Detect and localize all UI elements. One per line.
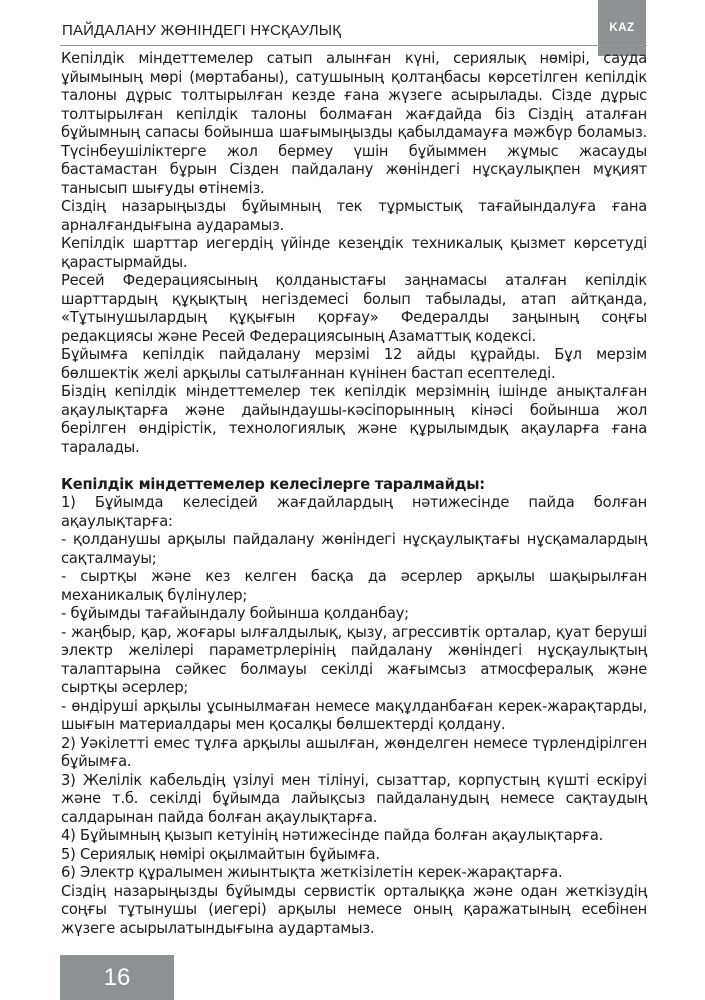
exclusion-item: 4) Бұйымның қызып кетуінің нәтижесінде пайда болған ақаулықтарға. — [61, 827, 604, 844]
exclusion-item: - сыртқы және кез келген басқа да әсерлер арқылы шақырылған механикалық бүлінулер; — [61, 568, 647, 604]
exclusion-item: 2) Уәкілетті емес тұлға арқылы ашылған, жөнделген немесе түрлендірілген бұйымға. — [61, 734, 647, 770]
page-number: 16 — [60, 955, 174, 1000]
paragraph-legal-basis: Ресей Федерациясының қолданыстағы заңнамасы аталған кепілдік шарттардың құқықтың негіздемесі болып табылады, атап айтқанда, «Тұтынушылардың құқығын қорғау» Федералды заңының соңғы редакциясы және Ресей Федерациясының Азаматтық кодексі. — [61, 272, 647, 345]
paragraph-warranty-conditions: Кепілдік міндеттемелер сатып алынған күні, сериялық нөмірі, сауда ұйымының мөрі (мөртабаны), сатушының қолтаңбасы көрсетілген кепілдік талоны дұрыс толтырылған кезде ғана жүзеге асырылады. Сізде дұрыс толтырылған кепілдік талоны болмаған жағдайда біз Сіздің аталған бұйымның сапасы бойынша шағымыңызды қабылдамауға мәжбүр боламыз. Түсінбеушіліктерге жол бермеу үшін бұйыммен жұмыс жасауды бастамастан бұрын Сізден пайдалану жөніндегі нұсқаулықпен мұқият танысып шығуды өтінеміз. — [61, 50, 647, 197]
exclusion-item: 6) Электр құралымен жиынтықта жеткізілетін керек-жарақтарға. — [61, 864, 563, 881]
language-badge: KAZ — [598, 0, 646, 56]
paragraph-warranty-period: Бұйымға кепілдік пайдалану мерзімі 12 айды құрайды. Бұл мерзім бөлшектік желі арқылы сатылғаннан күнінен бастап есептеледі. — [61, 346, 647, 382]
paragraph-maintenance: Кепілдік шарттар иегердің үйінде кезеңдік техникалық қызмет көрсетуді қарастырмайды. — [61, 235, 647, 271]
exclusion-item: - қолданушы арқылы пайдалану жөніндегі нұсқаулықтағы нұсқамалардың сақталмауы; — [61, 531, 647, 567]
exclusion-item: - өндіруші арқылы ұсынылмаған немесе мақұлданбаған керек-жарақтарды, шығын материалдары мен қосалқы бөлшектерді қолдану. — [61, 697, 647, 733]
paragraph-warranty-scope: Біздің кепілдік міндеттемелер тек кепілдік мерзімнің ішінде анықталған ақаулықтарға және дайындаушы-кәсіпорынның кінәсі бойынша жол берілген өндірістік, технологиялық және құрылымдық ақауларға ғана таралады. — [61, 383, 647, 456]
page-body — [61, 50, 647, 938]
section-spacer — [61, 457, 647, 476]
header-divider — [60, 45, 647, 46]
exclusion-item: - бұйымды тағайындалу бойынша қолданбау; — [61, 605, 409, 622]
exclusion-item: 5) Сериялық нөмірі оқылмайтын бұйымға. — [61, 845, 380, 863]
paragraph-household-use: Сіздің назарыңызды бұйымның тек тұрмыстық тағайындалуға ғана арналғандығына аударамыз. — [61, 198, 647, 234]
page-header-title: ПАЙДАЛАНУ ЖӨНІНДЕГІ НҰСҚАУЛЫҚ — [62, 22, 342, 39]
exclusion-item: 3) Желілік кабельдің үзілуі мен тілінуі, сызаттар, корпустың күшті ескіруі және т.б. секілді бұйымда лайықсыз пайдаланудың немесе сақтаудың салдарынан пайда болған ақаулықтарға. — [61, 771, 647, 826]
paragraph-closing: Сіздің назарыңызды бұйымды сервистік орталыққа және одан жеткізудің соңғы тұтынушы (иегері) арқылы немесе оның қаражатының есебінен жүзеге асырылатындығына аудартамыз. — [61, 882, 647, 937]
exclusion-item: - жаңбыр, қар, жоғары ылғалдылық, қызу, агрессивтік орталар, қуат беруші электр желілері параметрлерінің пайдалану жөніндегі нұсқаулықтың талаптарына сәйкес болмауы секілді жағымсыз атмосфералық және сыртқы әсерлер; — [61, 623, 647, 696]
exclusion-item: 1) Бұйымда келесідей жағдайлардың нәтижесінде пайда болған ақаулықтарға: — [61, 494, 647, 530]
exclusions-heading: Кепілдік міндеттемелер келесілерге таралмайды: — [61, 475, 485, 493]
